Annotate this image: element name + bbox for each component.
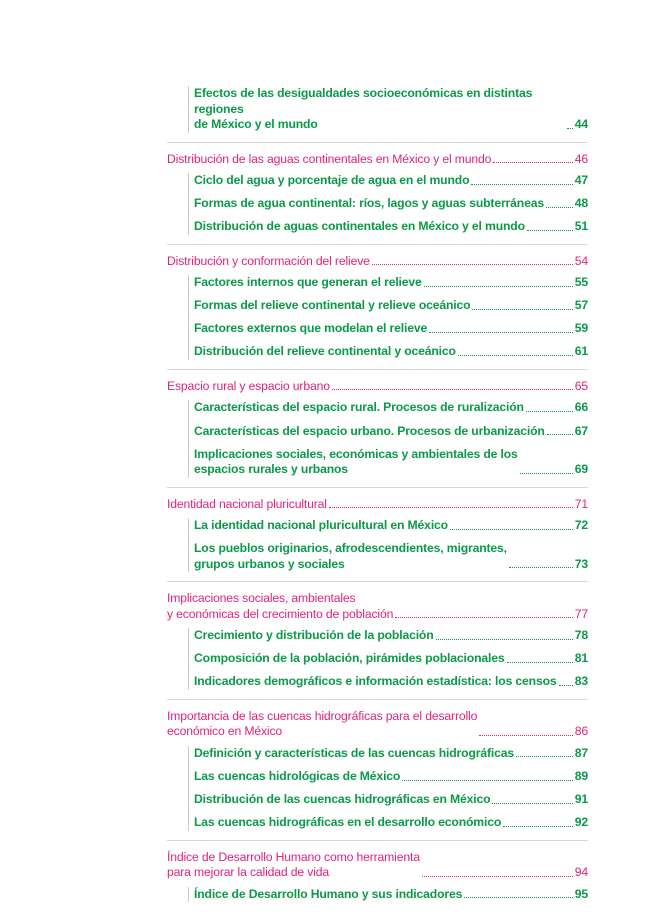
toc-subsection-entry[interactable] (194, 769, 588, 785)
toc-entry-title (194, 815, 501, 831)
toc-section-heading[interactable] (167, 152, 588, 168)
toc-subsection-entry[interactable] (194, 674, 588, 690)
toc-entry-title (194, 651, 505, 667)
toc-section (167, 254, 588, 370)
dot-leader (509, 567, 573, 568)
toc-page-number: 47 (574, 173, 588, 187)
toc-entry-title-line: Factores externos que modelan el relieve (194, 321, 428, 336)
dot-leader (464, 897, 573, 898)
dot-leader (507, 662, 573, 663)
toc-entry-title-line: La identidad nacional pluricultural en México (194, 518, 448, 533)
toc-entry-title-line: Crecimiento y distribución de la población (194, 628, 434, 643)
dot-leader (395, 617, 573, 618)
toc-page-number: 44 (574, 117, 588, 131)
toc-entry-title (194, 344, 456, 360)
dot-leader (567, 128, 573, 129)
toc-page-number: 67 (574, 423, 588, 438)
toc-entry-title (194, 424, 545, 440)
toc-page-number: 72 (574, 518, 588, 533)
toc-entry-title (167, 152, 491, 168)
toc-entry-title-line: económico en México (167, 724, 283, 739)
dot-leader (492, 803, 572, 804)
toc-entry-title (194, 746, 514, 762)
toc-entry-title-line: grupos urbanos y sociales (194, 556, 345, 571)
dot-leader (546, 207, 573, 208)
toc-subsection-entry[interactable] (194, 792, 588, 808)
toc-subsection-list (188, 746, 588, 831)
toc-entry-title (194, 173, 469, 189)
dot-leader (422, 876, 573, 877)
toc-page-number: 94 (574, 865, 588, 880)
toc-page-number: 95 (574, 886, 588, 901)
toc-entry-title-line: Índice de Desarrollo Humano y sus indicadores (194, 886, 463, 901)
toc-subsection-entry[interactable] (194, 651, 588, 667)
toc-entry-title (194, 400, 524, 416)
toc-entry-title (194, 541, 507, 572)
toc-page-number: 78 (574, 628, 588, 643)
toc-subsection-list (188, 86, 588, 133)
toc-entry-title (167, 497, 327, 513)
toc-entry-title (167, 254, 370, 270)
toc-page-number: 51 (574, 219, 588, 234)
toc-entry-title (167, 379, 330, 395)
toc-entry-title (194, 321, 427, 337)
toc-entry-title (194, 298, 470, 314)
toc-entry-title-line: Índice de Desarrollo Humano como herramienta (167, 849, 420, 864)
dot-leader (503, 826, 573, 827)
toc-page-number: 69 (574, 462, 588, 477)
dot-leader (424, 286, 573, 287)
toc-subsection-entry[interactable] (194, 400, 588, 416)
toc-page-number: 54 (574, 253, 588, 268)
toc-section-heading[interactable] (167, 709, 588, 740)
toc-subsection-entry[interactable] (194, 746, 588, 762)
toc-subsection-entry[interactable] (194, 321, 588, 337)
toc-page-number: 73 (574, 556, 588, 571)
toc-entry-title-line: Características del espacio urbano. Procesos de urbanización (194, 423, 545, 438)
toc-subsection-entry[interactable] (194, 173, 588, 189)
toc-subsection-entry[interactable] (194, 196, 588, 212)
dot-leader (493, 162, 572, 163)
toc-entry-title-line: Composición de la población, pirámides poblacionales (194, 651, 505, 666)
toc-page-number: 59 (574, 321, 588, 336)
toc-entry-title-line: Efectos de las desigualdades socioeconómicas en distintas regiones (194, 86, 533, 116)
toc-page-number: 46 (574, 151, 588, 166)
toc-entry-title-line: Distribución de aguas continentales en México y el mundo (194, 219, 525, 234)
toc-subsection-list (188, 275, 588, 360)
dot-leader (559, 685, 573, 686)
toc-entry-title-line: y económicas del crecimiento de población (167, 606, 394, 621)
dot-leader (329, 507, 573, 508)
toc-page-number: 89 (574, 769, 588, 784)
toc-subsection-entry[interactable] (194, 541, 588, 572)
toc-entry-title-line: Espacio rural y espacio urbano (167, 378, 330, 393)
toc-page-number: 65 (574, 378, 588, 393)
toc-entry-title-line: de México y el mundo (194, 117, 318, 131)
toc-page-number: 86 (574, 724, 588, 739)
toc-subsection-entry[interactable] (194, 275, 588, 291)
toc-entry-title-line: Características del espacio rural. Procesos de ruralización (194, 400, 524, 415)
toc-page-number: 87 (574, 745, 588, 760)
dot-leader (547, 434, 573, 435)
toc-page-number: 83 (574, 674, 588, 689)
dot-leader (402, 780, 573, 781)
toc-entry-title (194, 219, 525, 235)
toc-entry-title-line: Indicadores demográficos e información estadística: los censos (194, 674, 557, 689)
toc-entry-title (194, 674, 557, 690)
toc-entry-title-line: Distribución del relieve continental y oceánico (194, 344, 456, 359)
toc-section (167, 709, 588, 841)
dot-leader (479, 735, 573, 736)
dot-leader (372, 264, 573, 265)
toc-entry-title (167, 850, 420, 881)
toc-entry-title-line: Implicaciones sociales, económicas y ambientales de los (194, 446, 518, 461)
toc-entry-title (194, 86, 565, 133)
toc-subsection-list (188, 887, 588, 903)
toc-subsection-entry[interactable] (194, 298, 588, 314)
toc-page-number: 57 (574, 298, 588, 313)
toc-entry-title-line: Distribución de las aguas continentales en México y el mundo (167, 151, 492, 166)
toc-page-number: 48 (574, 196, 588, 211)
toc-entry-title-line: Formas del relieve continental y relieve oceánico (194, 298, 471, 313)
toc-entry-title-line: Distribución de las cuencas hidrográficas en México (194, 792, 491, 807)
dot-leader (436, 639, 573, 640)
toc-entry-title (167, 591, 393, 622)
dot-leader (429, 332, 573, 333)
toc-entry-title (194, 792, 490, 808)
toc-entry-title-line: Formas de agua continental: ríos, lagos y aguas subterráneas (194, 196, 544, 211)
dot-leader (527, 230, 573, 231)
toc-subsection-entry[interactable] (194, 518, 588, 534)
toc-page-number: 81 (574, 651, 588, 666)
toc-section (167, 86, 588, 143)
toc-subsection-list (188, 628, 588, 690)
toc-page-number: 91 (574, 792, 588, 807)
toc-entry-title (194, 275, 422, 291)
toc-section (167, 379, 588, 488)
toc-section-heading[interactable] (167, 591, 588, 622)
toc-subsection-list (188, 518, 588, 572)
toc-page-number: 77 (574, 606, 588, 621)
toc-page-number: 66 (574, 400, 588, 415)
toc-entry-title-line: Implicaciones sociales, ambientales (167, 591, 356, 606)
toc-entry-title-line: Distribución y conformación del relieve (167, 253, 370, 268)
toc-entry-title-line: Definición y características de las cuencas hidrográficas (194, 745, 514, 760)
toc-subsection-entry[interactable] (194, 815, 588, 831)
toc-entry-title (194, 769, 400, 785)
toc-entry-title-line: para mejorar la calidad de vida (167, 865, 330, 880)
toc-entry-title (194, 887, 462, 903)
toc-subsection-entry[interactable] (194, 219, 588, 235)
toc-subsection-entry[interactable] (194, 86, 588, 133)
toc-entry-title (194, 447, 518, 478)
toc-entry-title-line: Importancia de las cuencas hidrográficas para el desarrollo (167, 708, 478, 723)
dot-leader (471, 184, 572, 185)
dot-leader (450, 529, 573, 530)
toc-subsection-entry[interactable] (194, 628, 588, 644)
dot-leader (516, 756, 573, 757)
dot-leader (526, 411, 573, 412)
toc-page-number: 61 (574, 344, 588, 359)
toc-section (167, 497, 588, 583)
toc-section (167, 591, 588, 700)
toc-entry-title-line: Las cuencas hidrológicas de México (194, 769, 401, 784)
toc-entry-title-line: Identidad nacional pluricultural (167, 496, 327, 511)
toc-page-number: 71 (574, 496, 588, 511)
table-of-contents (167, 86, 588, 920)
toc-section (167, 850, 588, 912)
toc-subsection-entry[interactable] (194, 424, 588, 440)
toc-entry-title (194, 196, 544, 212)
dot-leader (520, 473, 573, 474)
toc-entry-title-line: Factores internos que generan el relieve (194, 275, 422, 290)
toc-entry-title-line: Los pueblos originarios, afrodescendientes, migrantes, (194, 541, 507, 556)
toc-section-heading[interactable] (167, 379, 588, 395)
toc-entry-title-line: espacios rurales y urbanos (194, 462, 348, 477)
toc-entry-title-line: Las cuencas hidrográficas en el desarrollo económico (194, 815, 502, 830)
dot-leader (458, 355, 573, 356)
toc-section-heading[interactable] (167, 254, 588, 270)
dot-leader (332, 389, 573, 390)
toc-entry-title-line: Ciclo del agua y porcentaje de agua en el mundo (194, 173, 470, 187)
toc-subsection-entry[interactable] (194, 447, 588, 478)
toc-section-heading[interactable] (167, 850, 588, 881)
dot-leader (472, 309, 572, 310)
toc-section-heading[interactable] (167, 497, 588, 513)
toc-page-number: 92 (574, 815, 588, 830)
toc-entry-title (167, 709, 477, 740)
toc-entry-title (194, 518, 448, 534)
toc-entry-title (194, 628, 434, 644)
toc-subsection-entry[interactable] (194, 344, 588, 360)
toc-subsection-entry[interactable] (194, 887, 588, 903)
toc-section (167, 152, 588, 245)
toc-subsection-list (188, 173, 588, 235)
toc-subsection-list (188, 400, 588, 477)
toc-page-number: 55 (574, 275, 588, 290)
